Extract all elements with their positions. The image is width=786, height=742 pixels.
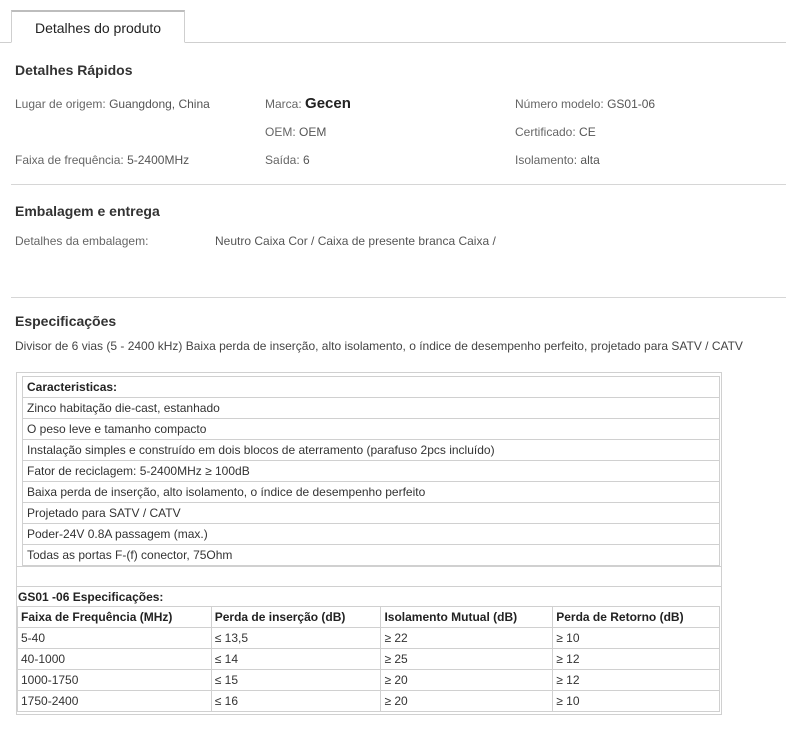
table-row (23, 524, 720, 545)
brand-field (265, 95, 351, 112)
table-cell: ≥ 22 (381, 628, 553, 649)
feature-item: O peso leve e tamanho compacto (23, 419, 720, 440)
packaging-details-label: Detalhes da embalagem: (15, 234, 149, 248)
table-cell: ≥ 12 (553, 670, 720, 691)
section-divider (11, 184, 786, 185)
table-row (23, 419, 720, 440)
isolation-field (515, 153, 600, 167)
feature-item: Fator de reciclagem: 5-2400MHz ≥ 100dB (23, 461, 720, 482)
column-header: Faixa de Frequência (MHz) (18, 607, 212, 628)
feature-item: Projetado para SATV / CATV (23, 503, 720, 524)
table-cell: ≥ 20 (381, 691, 553, 712)
table-cell: ≤ 15 (211, 670, 381, 691)
output-value: 6 (303, 153, 310, 167)
specifications-description: Divisor de 6 vias (5 - 2400 kHz) Baixa perda de inserção, alto isolamento, o índice de desempenho perfeito, projetado para SATV / CATV (15, 339, 743, 353)
table-cell: 40-1000 (18, 649, 212, 670)
column-header: Isolamento Mutual (dB) (381, 607, 553, 628)
output-field (265, 153, 310, 167)
spec-table-title: GS01 -06 Especificações: (18, 590, 164, 604)
quick-details-heading: Detalhes Rápidos (15, 62, 133, 78)
section-divider (11, 297, 786, 298)
table-row (23, 545, 720, 566)
table-row (23, 482, 720, 503)
feature-item: Todas as portas F-(f) conector, 75Ohm (23, 545, 720, 566)
table-row (23, 461, 720, 482)
table-cell: ≥ 20 (381, 670, 553, 691)
isolation-value: alta (580, 153, 600, 167)
spec-table (17, 606, 720, 712)
features-table (22, 376, 720, 566)
table-row (23, 398, 720, 419)
oem-label: OEM: (265, 125, 296, 139)
isolation-label: Isolamento: (515, 153, 578, 167)
column-header: Perda de inserção (dB) (211, 607, 381, 628)
brand-label: Marca: (265, 97, 302, 111)
oem-value: OEM (299, 125, 327, 139)
certificate-label: Certificado: (515, 125, 576, 139)
table-cell: 1750-2400 (18, 691, 212, 712)
table-row (18, 670, 720, 691)
certificate-value: CE (579, 125, 596, 139)
model-field (515, 97, 655, 111)
tab-product-details[interactable]: Detalhes do produto (11, 10, 185, 43)
packaging-details-value: Neutro Caixa Cor / Caixa de presente branca Caixa / (215, 234, 496, 248)
specifications-heading: Especificações (15, 313, 117, 329)
origin-value: Guangdong, China (109, 97, 210, 111)
output-label: Saída: (265, 153, 300, 167)
features-header: Caracteristicas: (23, 377, 720, 398)
table-cell: 5-40 (18, 628, 212, 649)
column-header: Perda de Retorno (dB) (553, 607, 720, 628)
table-header-row (18, 607, 720, 628)
frequency-value: 5-2400MHz (127, 153, 190, 167)
brand-value: Gecen (305, 95, 351, 112)
table-row (18, 691, 720, 712)
model-label: Número modelo: (515, 97, 604, 111)
feature-item: Zinco habitação die-cast, estanhado (23, 398, 720, 419)
feature-item: Baixa perda de inserção, alto isolamento, o índice de desempenho perfeito (23, 482, 720, 503)
table-row (18, 649, 720, 670)
table-row (18, 628, 720, 649)
table-cell: ≥ 10 (553, 691, 720, 712)
oem-field (265, 125, 326, 139)
table-cell: ≤ 14 (211, 649, 381, 670)
frequency-label: Faixa de frequência: (15, 153, 124, 167)
table-row (23, 440, 720, 461)
certificate-field (515, 125, 596, 139)
origin-field (15, 97, 210, 111)
table-cell: ≥ 10 (553, 628, 720, 649)
table-cell: ≤ 16 (211, 691, 381, 712)
table-cell: ≥ 25 (381, 649, 553, 670)
table-row (23, 503, 720, 524)
table-cell: 1000-1750 (18, 670, 212, 691)
table-cell: ≤ 13,5 (211, 628, 381, 649)
table-row (23, 377, 720, 398)
tab-bar (0, 0, 786, 43)
feature-item: Instalação simples e construído em dois blocos de aterramento (parafuso 2pcs incluído) (23, 440, 720, 461)
packaging-heading: Embalagem e entrega (15, 203, 160, 219)
empty-spacer-row (17, 566, 721, 587)
frequency-field (15, 153, 189, 167)
origin-label: Lugar de origem: (15, 97, 106, 111)
table-cell: ≥ 12 (553, 649, 720, 670)
feature-item: Poder-24V 0.8A passagem (max.) (23, 524, 720, 545)
model-value: GS01-06 (607, 97, 656, 111)
